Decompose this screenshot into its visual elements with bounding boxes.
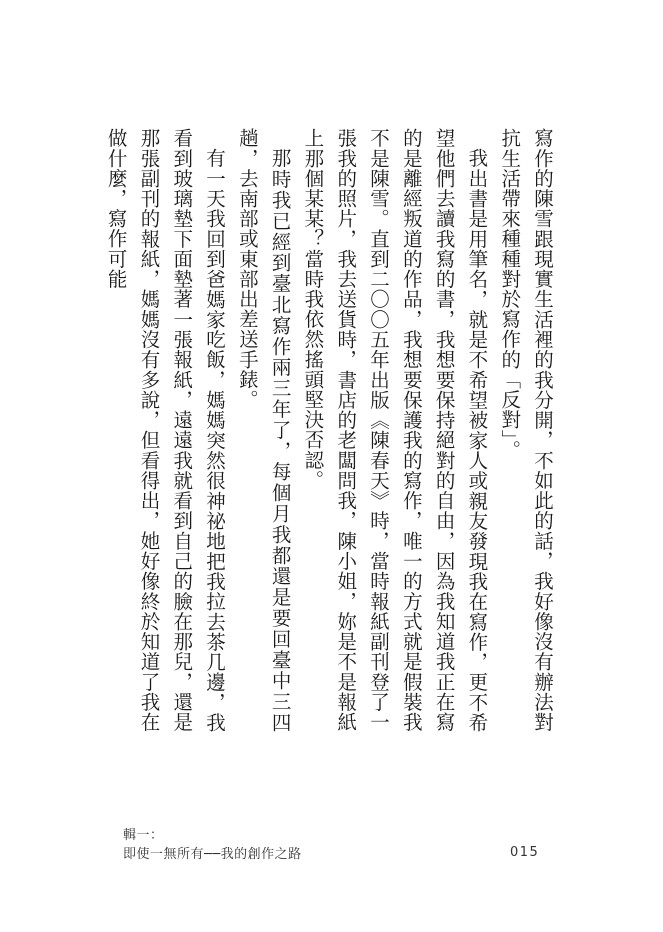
paragraph-4: 有一天我回到爸媽家吃飯，媽媽突然很神祕地把我拉去茶几邊，我看到玻璃墊下面墊著一張報紙，遠遠我就看到自己的臉在那兒，還是那張副刊的報紙，媽媽沒有多說，但看得出，她好像終於知道了我在做什麼，寫作可能 [104,128,227,732]
section-title: 即使一無所有──我的創作之路 [123,847,302,862]
vertical-body-text [98,128,558,732]
page-number: 015 [510,845,540,860]
running-footer [123,826,302,864]
part-label: 輯一： [123,828,164,843]
paragraph-3: 那時我已經到臺北寫作兩三年了，每個月我都還是要回臺中三四趟，去南部或東部出差送手錶。 [235,128,292,732]
paragraph-1: 寫作的陳雪跟現實生活裡的我分開，不如此的話，我好像沒有辦法對抗生活帶來種種對於寫作的「反對」。 [498,128,554,732]
paragraph-2: 我出書是用筆名，就是不希望被家人或親友發現我在寫作，更不希望他們去讀我寫的書，我想要保持絕對的自由，因為我知道我正在寫的是離經叛道的作品，我想要保護我的寫作，唯一的方式就是假裝我不是陳雪。直到二〇〇五年出版《陳春天》時，當時報紙副刊登了一張我的照片，我去送貨時，書店的老闆問我，陳小姐，妳是不是報紙上那個某某？當時我依然搖頭堅決否認。 [301,128,489,732]
